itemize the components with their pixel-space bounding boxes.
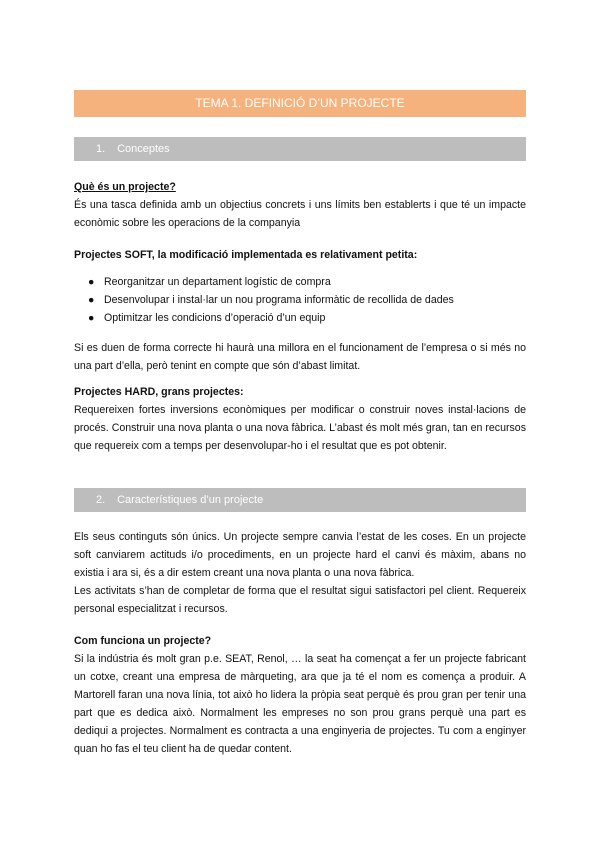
document-title: TEMA 1. DEFINICIÓ D’UN PROJECTE — [74, 90, 526, 117]
que-es-heading: Què és un projecte? — [74, 181, 176, 193]
section-number: 1. — [96, 143, 106, 155]
hard-heading: Projectes HARD, grans projectes: — [74, 386, 244, 398]
section-header-conceptes — [74, 137, 526, 161]
soft-note-block — [74, 339, 526, 375]
list-item: ● Desenvolupar i instal·lar un nou programa informàtic de recollida de dades — [74, 291, 526, 309]
caracteristiques-p2: Les activitats s’han de completar de forma que el resultat sigui satisfactori pel client. Requereix personal especialitzat i recursos. — [74, 585, 526, 615]
que-es-text: És una tasca definida amb un objectius concrets i uns límits ben establerts i que té un impacte econòmic sobre les operacions de la companyia — [74, 199, 526, 229]
list-item: ● Optimitzar les condicions d’operació d’un equip — [74, 309, 526, 327]
caracteristiques-block — [74, 528, 526, 618]
hard-text: Requereixen fortes inversions econòmiques per modificar o construir noves instal·lacions de procés. Construir una nova planta o una nova fàbrica. L’abast és molt més gran, tan en recursos que requereix com a temps per desenvolupar-ho i el resultat que es pot obtenir. — [74, 404, 526, 452]
com-funciona-heading: Com funciona un projecte? — [74, 635, 212, 647]
list-item: ● Reorganitzar un departament logístic de compra — [74, 273, 526, 291]
soft-list — [74, 273, 526, 327]
bullet-icon: ● — [88, 276, 95, 288]
bullet-icon: ● — [88, 294, 95, 306]
bullet-icon: ● — [88, 312, 95, 324]
hard-block — [74, 383, 526, 455]
section-label: Conceptes — [117, 143, 170, 155]
section-label: Característiques d’un projecte — [117, 494, 264, 506]
soft-list-block — [74, 273, 526, 327]
soft-heading: Projectes SOFT, la modificació implementada es relativament petita: — [74, 249, 418, 261]
section-number: 2. — [96, 494, 106, 506]
section-header-caracteristiques — [74, 488, 526, 512]
que-es-block — [74, 178, 526, 232]
soft-note: Si es duen de forma correcte hi haurà una millora en el funcionament de l’empresa o si més no una part d’ella, però tenint en compte que són d’abast limitat. — [74, 342, 526, 372]
com-funciona-block — [74, 632, 526, 758]
soft-block — [74, 246, 526, 264]
caracteristiques-p1: Els seus continguts són únics. Un projecte sempre canvia l’estat de les coses. En un projecte soft canviarem actituds i/o procediments, en un projecte hard el canvi és màxim, abans no existia i ara si, és a dir estem creant una nova planta o una nova fàbrica. — [74, 531, 526, 579]
com-funciona-text: Si la indústria és molt gran p.e. SEAT, Renol, … la seat ha començat a fer un projecte fabricant un cotxe, creant una empresa de màrqueting, ara que ja té el nom es comença a produir. A Martorell faran una nova línia, tot això ho lidera la pròpia seat perquè és prou gran per tenir una part que es dedica això. Normalment les empreses no son prou grans perquè una part es dediqui a projectes. Normalment es contracta a una enginyeria de projectes. Tu com a enginyer quan ho fas el teu client ha de quedar content. — [74, 653, 526, 755]
